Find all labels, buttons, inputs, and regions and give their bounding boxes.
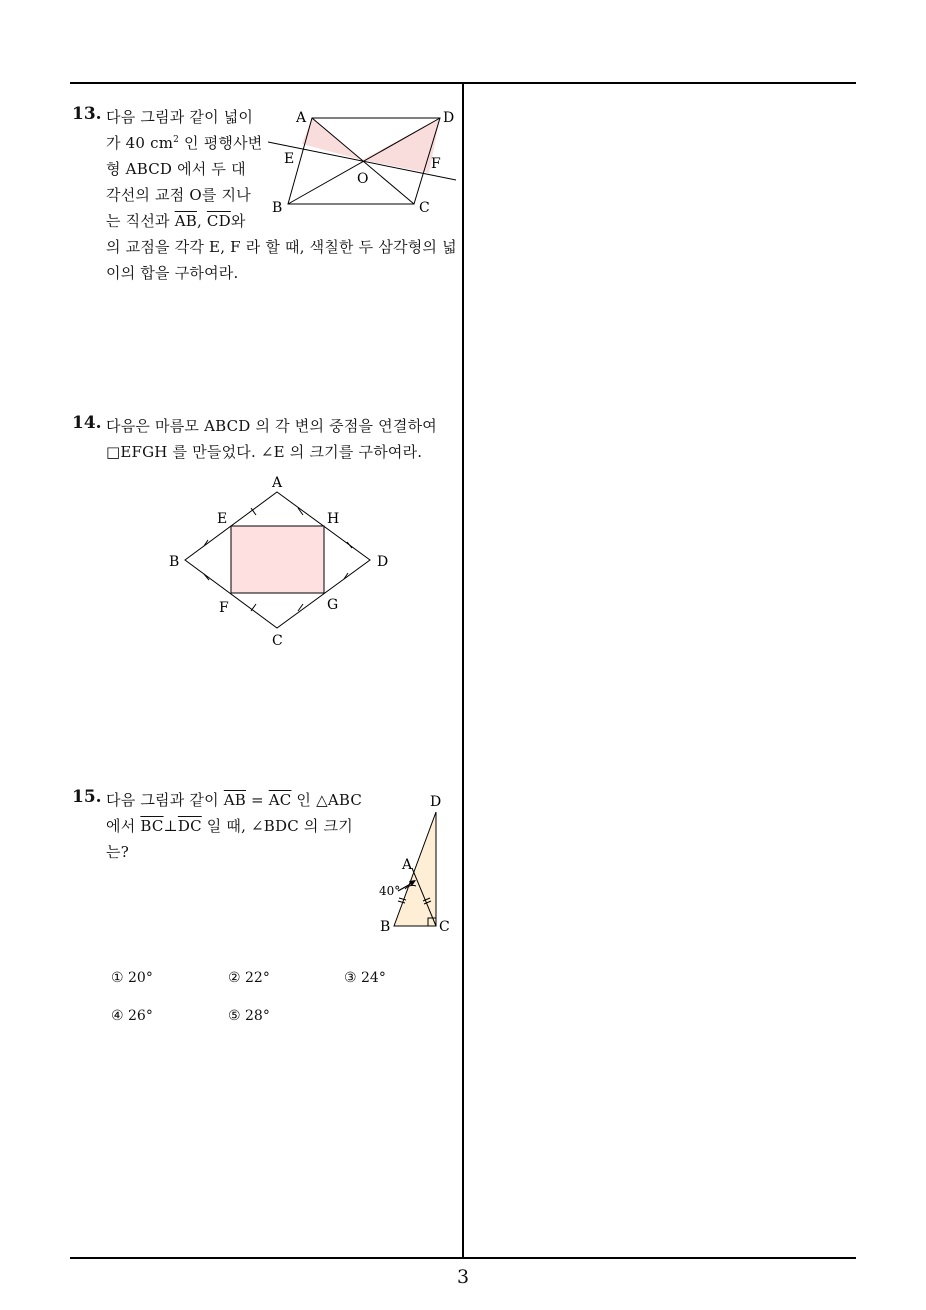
question-text: 는?	[106, 843, 129, 861]
label-e: E	[284, 151, 295, 167]
shaded-triangle-ofd	[362, 118, 440, 173]
segment-dc: $\overline{DC}$	[177, 817, 202, 835]
question-number: 13.	[72, 104, 102, 124]
label-angle: 40°	[379, 884, 401, 898]
question-text: 가 40 $cm^2$ 인 평행사변	[106, 134, 263, 152]
question-number: 14.	[72, 413, 102, 433]
rhombus-figure	[160, 470, 400, 650]
label-f: F	[431, 156, 441, 172]
segment-ab: $\overline{AB}$	[223, 791, 247, 809]
parallelogram-figure	[262, 104, 462, 220]
choice-5[interactable]: ⑤ 28°	[228, 1008, 270, 1024]
label-g: G	[327, 597, 339, 613]
shaded-rectangle-efgh	[231, 526, 324, 593]
question-text: 다음 그림과 같이 $\overline{AB} = \overline{AC}$ 인 △ABC	[106, 791, 363, 809]
choice-1[interactable]: ① 20°	[111, 970, 153, 986]
choice-2[interactable]: ② 22°	[228, 970, 270, 986]
question-text: 각선의 교점 O를 지나	[106, 186, 251, 204]
choice-3[interactable]: ③ 24°	[344, 970, 386, 986]
bottom-rule	[70, 1257, 856, 1259]
segment-cd: $\overline{CD}$	[206, 212, 231, 230]
shaded-triangle-aeo	[302, 118, 362, 160]
label-c: C	[419, 200, 430, 216]
question-text: 다음 그림과 같이 넓이	[106, 108, 254, 126]
label-b: B	[272, 200, 283, 216]
triangle-figure	[370, 790, 460, 940]
label-a: A	[272, 475, 283, 491]
page-number: 3	[456, 1266, 470, 1288]
question-text: 다음은 마름모 ABCD 의 각 변의 중점을 연결하여	[106, 417, 437, 435]
label-d: D	[443, 110, 455, 126]
question-text: 의 교점을 각각 E, F 라 할 때, 색칠한 두 삼각형의 넓	[106, 238, 457, 256]
label-c: C	[272, 633, 283, 649]
label-d: D	[430, 794, 442, 810]
question-text: □EFGH 를 만들었다. ∠E 의 크기를 구하여라.	[106, 443, 423, 461]
label-c: C	[439, 919, 450, 935]
question-text: 형 ABCD 에서 두 대	[106, 160, 246, 178]
label-e: E	[217, 511, 228, 527]
choice-4[interactable]: ④ 26°	[111, 1008, 153, 1024]
question-number: 15.	[72, 787, 102, 807]
label-f: F	[219, 600, 229, 616]
label-b: B	[380, 919, 391, 935]
segment-ac: $\overline{AC}$	[268, 791, 292, 809]
label-h: H	[327, 511, 340, 527]
label-o: O	[357, 171, 369, 187]
question-text: 는 직선과 $\overline{AB}$, $\overline{CD}$와	[106, 212, 246, 230]
segment-ab: $\overline{AB}$	[174, 212, 197, 230]
label-a: A	[402, 857, 413, 873]
question-text: 이의 합을 구하여라.	[106, 264, 239, 282]
label-d: D	[377, 554, 389, 570]
label-a: A	[296, 110, 307, 126]
question-text: 에서 $\overline{BC}\perp\overline{DC}$ 일 때, ∠BDC 의 크기	[106, 817, 353, 835]
label-b: B	[169, 554, 180, 570]
segment-bc: $\overline{BC}$	[140, 817, 164, 835]
column-divider	[462, 82, 464, 1259]
shaded-triangle-bdc	[394, 812, 436, 926]
